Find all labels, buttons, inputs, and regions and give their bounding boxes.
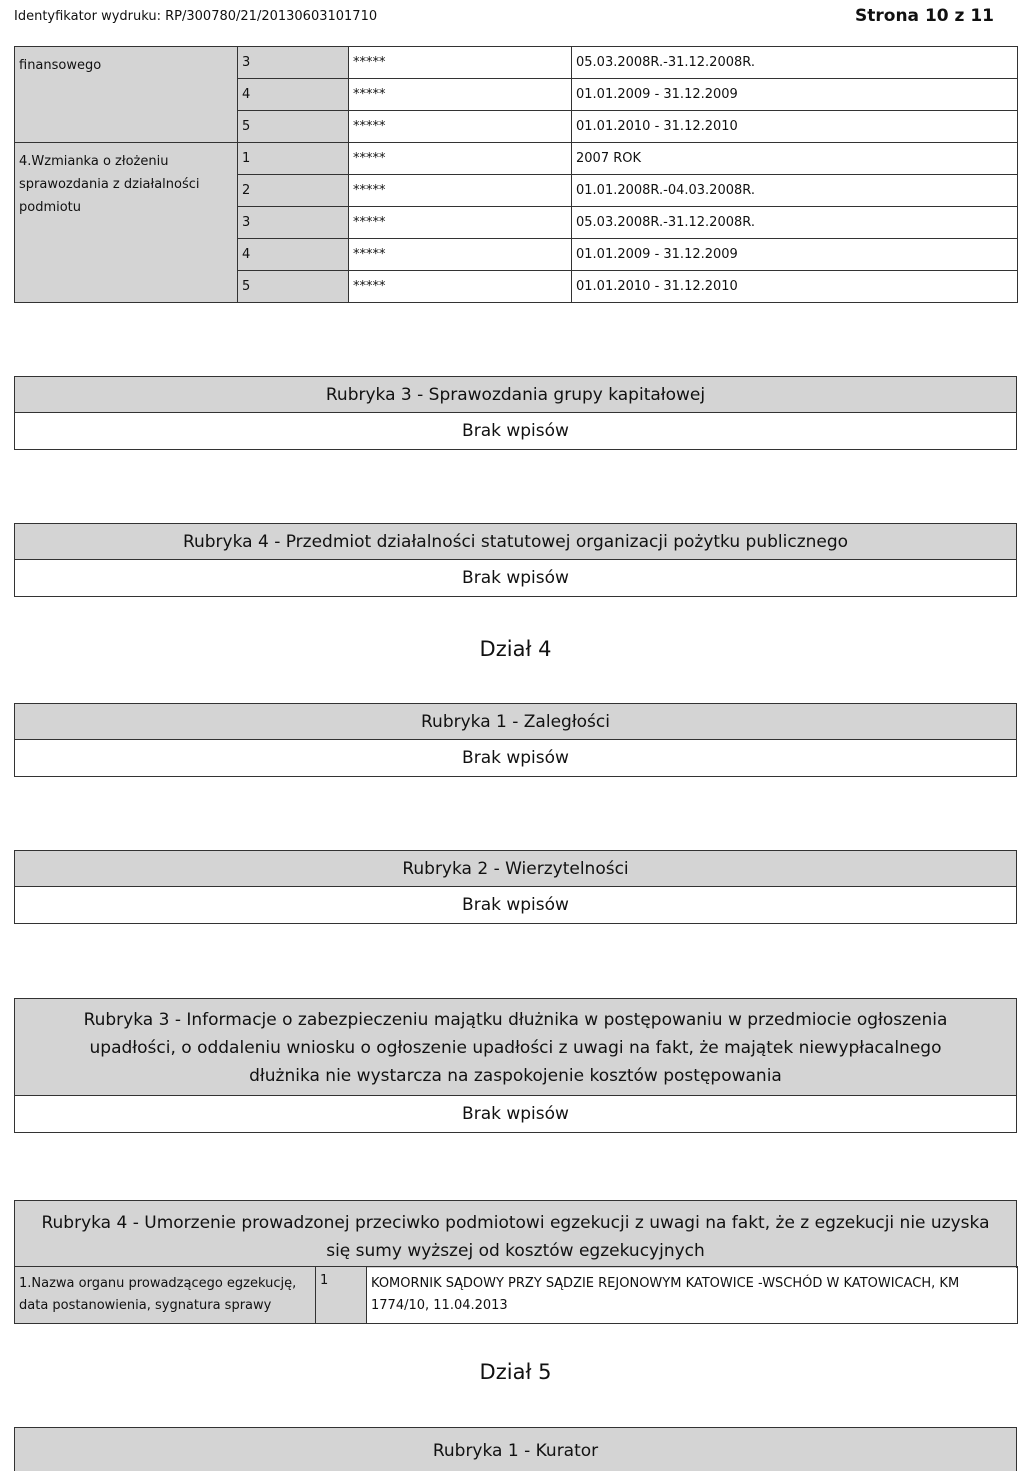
enforcement-table: [14, 1266, 1018, 1324]
no-entries-text: Brak wpisów: [15, 1095, 1016, 1132]
no-entries-text: Brak wpisów: [15, 739, 1016, 776]
table-row: [15, 143, 1018, 175]
entry-number: 5: [238, 111, 349, 143]
entry-value: *****: [349, 79, 572, 111]
section-title: Rubryka 4 - Przedmiot działalności statutowej organizacji pożytku publicznego: [15, 524, 1016, 559]
section-capital-group-reports: [14, 376, 1017, 450]
table-row: [15, 1267, 1018, 1324]
entry-number: 1: [316, 1267, 367, 1324]
section-receivables: [14, 850, 1017, 924]
entry-number: 1: [238, 143, 349, 175]
entry-number: 4: [238, 239, 349, 271]
printout-identifier: Identyfikator wydruku: RP/300780/21/20130603101710: [14, 9, 378, 24]
entry-value: *****: [349, 175, 572, 207]
entry-value: *****: [349, 207, 572, 239]
entry-number: 4: [238, 79, 349, 111]
section-insolvency-security: [14, 998, 1017, 1133]
entry-number: 3: [238, 47, 349, 79]
entry-value: *****: [349, 271, 572, 303]
entry-number: 5: [238, 271, 349, 303]
entry-value: *****: [349, 143, 572, 175]
section-public-benefit-activity: [14, 523, 1017, 597]
no-entries-text: Brak wpisów: [15, 559, 1016, 596]
division-heading-4: Dział 4: [479, 637, 552, 661]
entry-number: 2: [238, 175, 349, 207]
section-title: Rubryka 1 - Zaległości: [15, 704, 1016, 739]
no-entries-text: Brak wpisów: [15, 412, 1016, 449]
entry-value: KOMORNIK SĄDOWY PRZY SĄDZIE REJONOWYM KATOWICE -WSCHÓD W KATOWICACH, KM 1774/10, 11.04.2013: [367, 1267, 1018, 1324]
section-title: Rubryka 1 - Kurator: [15, 1428, 1016, 1471]
entry-number: 3: [238, 207, 349, 239]
division-heading-5: Dział 5: [479, 1360, 552, 1384]
section-arrears: [14, 703, 1017, 777]
row-label: 1.Nazwa organu prowadzącego egzekucję, data postanowienia, sygnatura sprawy: [15, 1267, 316, 1324]
entry-value: *****: [349, 47, 572, 79]
entry-value: *****: [349, 111, 572, 143]
entry-period: 01.01.2009 - 31.12.2009: [572, 79, 1018, 111]
row-group-label: 4.Wzmianka o złożeniu sprawozdania z działalności podmiotu: [15, 143, 238, 303]
entry-period: 05.03.2008R.-31.12.2008R.: [572, 47, 1018, 79]
section-curator: [14, 1427, 1017, 1471]
section-title: Rubryka 4 - Umorzenie prowadzonej przeciwko podmiotowi egzekucji z uwagi na fakt, że z egzekucji nie uzyska się sumy wyższej od kosztów egzekucyjnych: [15, 1201, 1016, 1268]
entry-period: 01.01.2009 - 31.12.2009: [572, 239, 1018, 271]
entry-period: 01.01.2010 - 31.12.2010: [572, 111, 1018, 143]
entry-period: 01.01.2008R.-04.03.2008R.: [572, 175, 1018, 207]
section-title: Rubryka 2 - Wierzytelności: [15, 851, 1016, 886]
entry-value: *****: [349, 239, 572, 271]
section-title: Rubryka 3 - Sprawozdania grupy kapitałowej: [15, 377, 1016, 412]
no-entries-text: Brak wpisów: [15, 886, 1016, 923]
page-number: Strona 10 z 11: [855, 6, 994, 26]
financial-reports-table: [14, 46, 1018, 303]
entry-period: 01.01.2010 - 31.12.2010: [572, 271, 1018, 303]
entry-period: 2007 ROK: [572, 143, 1018, 175]
row-group-label: finansowego: [15, 47, 238, 143]
table-row: [15, 47, 1018, 79]
section-enforcement-discontinuation: [14, 1200, 1017, 1268]
entry-period: 05.03.2008R.-31.12.2008R.: [572, 207, 1018, 239]
section-title: Rubryka 3 - Informacje o zabezpieczeniu majątku dłużnika w postępowaniu w przedmiocie ogłoszenia upadłości, o oddaleniu wniosku o ogłoszenie upadłości z uwagi na fakt, że majątek niewypłacalnego dłużnika nie wystarcza na zaspokojenie kosztów postępowania: [15, 999, 1016, 1095]
